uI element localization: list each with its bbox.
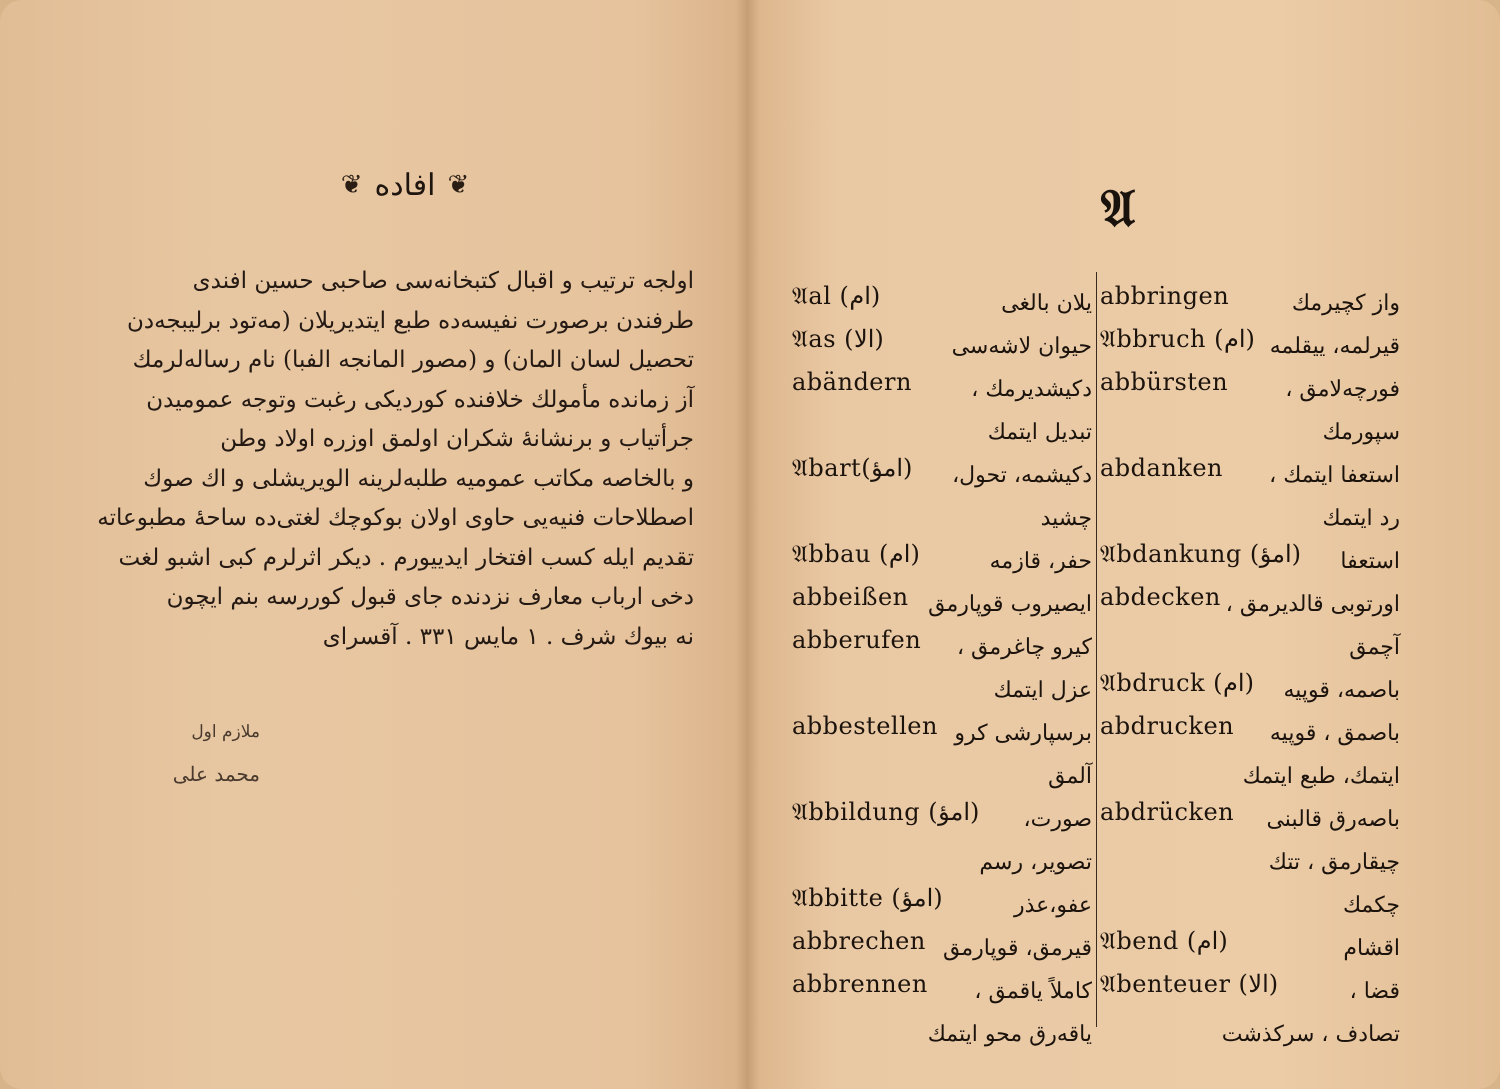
- entry-headword: 𝔄bdruck (ام): [1100, 669, 1255, 697]
- dictionary-entry: [792, 798, 1092, 884]
- entry-meaning: باصمق ، قوپیه: [1269, 721, 1400, 746]
- entry-meaning: استعفا ایتمك ،: [1269, 463, 1400, 488]
- ornament-left-icon: ❦: [340, 170, 363, 200]
- dictionary-entry: [792, 540, 1092, 583]
- book-spine: [736, 0, 760, 1089]
- entry-meaning: اقشام: [1343, 936, 1400, 961]
- entry-meaning: عفو،عذر: [1013, 893, 1092, 918]
- dictionary-entry: [792, 712, 1092, 798]
- preface-title: افاده: [374, 167, 436, 203]
- dictionary-entry: [792, 368, 1092, 454]
- entry-headword: 𝔄bdankung (امؤ): [1100, 540, 1302, 568]
- dictionary-entry: [792, 626, 1092, 712]
- entry-headword: abbrennen: [792, 970, 928, 998]
- preface-line: تقدیم ایله کسب افتخار ایدییورم . دیکر اثرلرم کبی اشبو لغت: [118, 544, 694, 571]
- entry-meaning: تصویر، رسم: [979, 850, 1092, 875]
- dictionary-entry: [792, 884, 1092, 927]
- signature-name: محمد علی: [172, 762, 260, 786]
- dictionary-entry: [1100, 712, 1400, 798]
- entry-meaning: عزل ایتمك: [993, 678, 1092, 703]
- entry-meaning: آلمق: [1048, 764, 1092, 789]
- entry-meaning: قیرلمه، ییقلمه: [1269, 334, 1400, 359]
- preface-line: جرأتیاب و برنشانهٔ شکران اولمق اوزره اولاد وطن: [220, 426, 694, 452]
- dictionary-entry: [1100, 798, 1400, 927]
- entry-meaning: رد ایتمك: [1322, 506, 1400, 531]
- entry-meaning: برسپارشی کرو: [954, 721, 1092, 746]
- entry-meaning: کاملاً یاقمق ،: [974, 979, 1092, 1004]
- preface-line: تحصیل لسان المان) و (مصور المانجه الفبا) نام رساله‌لرمك: [132, 347, 694, 373]
- entry-headword: abbrechen: [792, 927, 926, 955]
- entry-meaning: واز کچیرمك: [1291, 291, 1400, 316]
- dictionary-entry: [1100, 282, 1400, 325]
- entry-headword: abbringen: [1100, 282, 1230, 310]
- dictionary-entry: [792, 583, 1092, 626]
- entry-headword: 𝔄bbildung (امؤ): [792, 798, 980, 826]
- right-page: [748, 0, 1500, 1089]
- entry-headword: 𝔄bbau (ام): [792, 540, 921, 568]
- preface-line: نه بیوك شرف . ١ مایس ٣٣١ . آقسرای: [322, 623, 694, 650]
- entry-headword: 𝔄benteuer (الا): [1100, 970, 1279, 998]
- entry-meaning: فورچه‌لامق ،: [1285, 377, 1400, 402]
- preface-line: و بالخاصه مکاتب عمومیه طلبه‌لرینه الویریشلی و اك صوك: [143, 465, 694, 492]
- entry-meaning: صورت،: [1023, 807, 1092, 832]
- entry-headword: 𝔄bbitte (امؤ): [792, 884, 944, 912]
- dictionary-entry: [1100, 927, 1400, 970]
- entry-headword: abdecken: [1100, 583, 1221, 611]
- dictionary-entry: [1100, 669, 1400, 712]
- entry-meaning: یاقه‌رق محو ایتمك: [927, 1022, 1092, 1047]
- entry-meaning: قضا ،: [1349, 979, 1400, 1004]
- dictionary-entry: [792, 970, 1092, 1056]
- column-divider: [1096, 272, 1097, 1027]
- entry-meaning: استعفا: [1340, 549, 1400, 574]
- entry-meaning: حفر، قازمه: [989, 549, 1092, 574]
- section-letter: 𝔄: [1100, 178, 1136, 239]
- entry-headword: 𝔄as (الا): [792, 325, 885, 353]
- entry-meaning: اورتوبی قالدیرمق ،: [1225, 592, 1400, 617]
- entry-headword: abdrucken: [1100, 712, 1235, 740]
- preface-heading: [300, 160, 510, 210]
- entry-meaning: ایصیروب قوپارمق: [928, 592, 1092, 617]
- dictionary-column-left: [792, 282, 1092, 1056]
- dictionary-entry: [1100, 325, 1400, 368]
- preface-line: اصطلاحات فنیه‌یی حاوی اولان بوکوچك لغتی‌ده ساحهٔ مطبوعاته: [97, 505, 694, 531]
- dictionary-entry: [1100, 454, 1400, 540]
- entry-headword: 𝔄bbruch (ام): [1100, 325, 1256, 353]
- entry-meaning: دکیشدیرمك ،: [971, 377, 1092, 402]
- entry-meaning: باصه‌رق قالبنی: [1266, 807, 1400, 832]
- dictionary-entry: [792, 325, 1092, 368]
- preface-line: دخی ارباب معارف نزدنده جای قبول کوررسه بنم ایچون: [166, 584, 694, 610]
- dictionary-entry: [792, 282, 1092, 325]
- entry-headword: abändern: [792, 368, 912, 396]
- dictionary-entry: [1100, 583, 1400, 669]
- entry-headword: abbeißen: [792, 583, 909, 611]
- dictionary-column-right: [1100, 282, 1400, 1056]
- entry-meaning: دکیشمه، تحول،: [952, 463, 1092, 488]
- entry-meaning: چشید: [1040, 506, 1092, 531]
- entry-meaning: کیرو چاغرمق ،: [956, 635, 1092, 660]
- entry-meaning: سپورمك: [1322, 420, 1400, 445]
- dictionary-entry: [792, 454, 1092, 540]
- preface-text: [97, 262, 694, 657]
- entry-headword: abbürsten: [1100, 368, 1229, 396]
- entry-headword: 𝔄bart(امؤ): [792, 454, 913, 482]
- entry-meaning: ایتمك، طبع ایتمك: [1242, 764, 1400, 789]
- entry-headword: abberufen: [792, 626, 922, 654]
- entry-headword: 𝔄al (ام): [792, 282, 881, 310]
- entry-headword: 𝔄bend (ام): [1100, 927, 1229, 955]
- entry-meaning: قیرمق، قوپارمق: [943, 936, 1092, 961]
- entry-headword: abbestellen: [792, 712, 938, 740]
- entry-headword: abdrücken: [1100, 798, 1235, 826]
- entry-meaning: یلان بالغی: [1001, 291, 1092, 316]
- entry-headword: abdanken: [1100, 454, 1224, 482]
- entry-meaning: تصادف ، سرکذشت: [1221, 1022, 1400, 1047]
- ornament-right-icon: ❦: [447, 170, 470, 200]
- dictionary-entry: [792, 927, 1092, 970]
- left-page: [0, 0, 748, 1089]
- preface-line: طرفندن برصورت نفیسه‌ده طبع ایتدیریلان (مه‌تود برلیبجه‌دن: [127, 307, 694, 334]
- dictionary-entry: [1100, 368, 1400, 454]
- entry-meaning: چیقارمق ، تتك چکمك: [1268, 850, 1400, 918]
- entry-meaning: تبدیل ایتمك: [987, 420, 1092, 445]
- signature-rank: ملازم اول: [191, 722, 260, 742]
- entry-meaning: باصمه، قوپیه: [1283, 678, 1400, 703]
- dictionary-entry: [1100, 540, 1400, 583]
- dictionary-entry: [1100, 970, 1400, 1056]
- entry-meaning: حیوان لاشه‌سی: [951, 334, 1092, 359]
- preface-line: آز زمانده مأمولك خلافنده کوردیکی رغبت وتوجه عمومیدن: [146, 386, 694, 413]
- preface-line: اولجه ترتیب و اقبال کتبخانه‌سی صاحبی حسین افندی: [192, 268, 694, 294]
- entry-meaning: آچمق: [1349, 635, 1400, 660]
